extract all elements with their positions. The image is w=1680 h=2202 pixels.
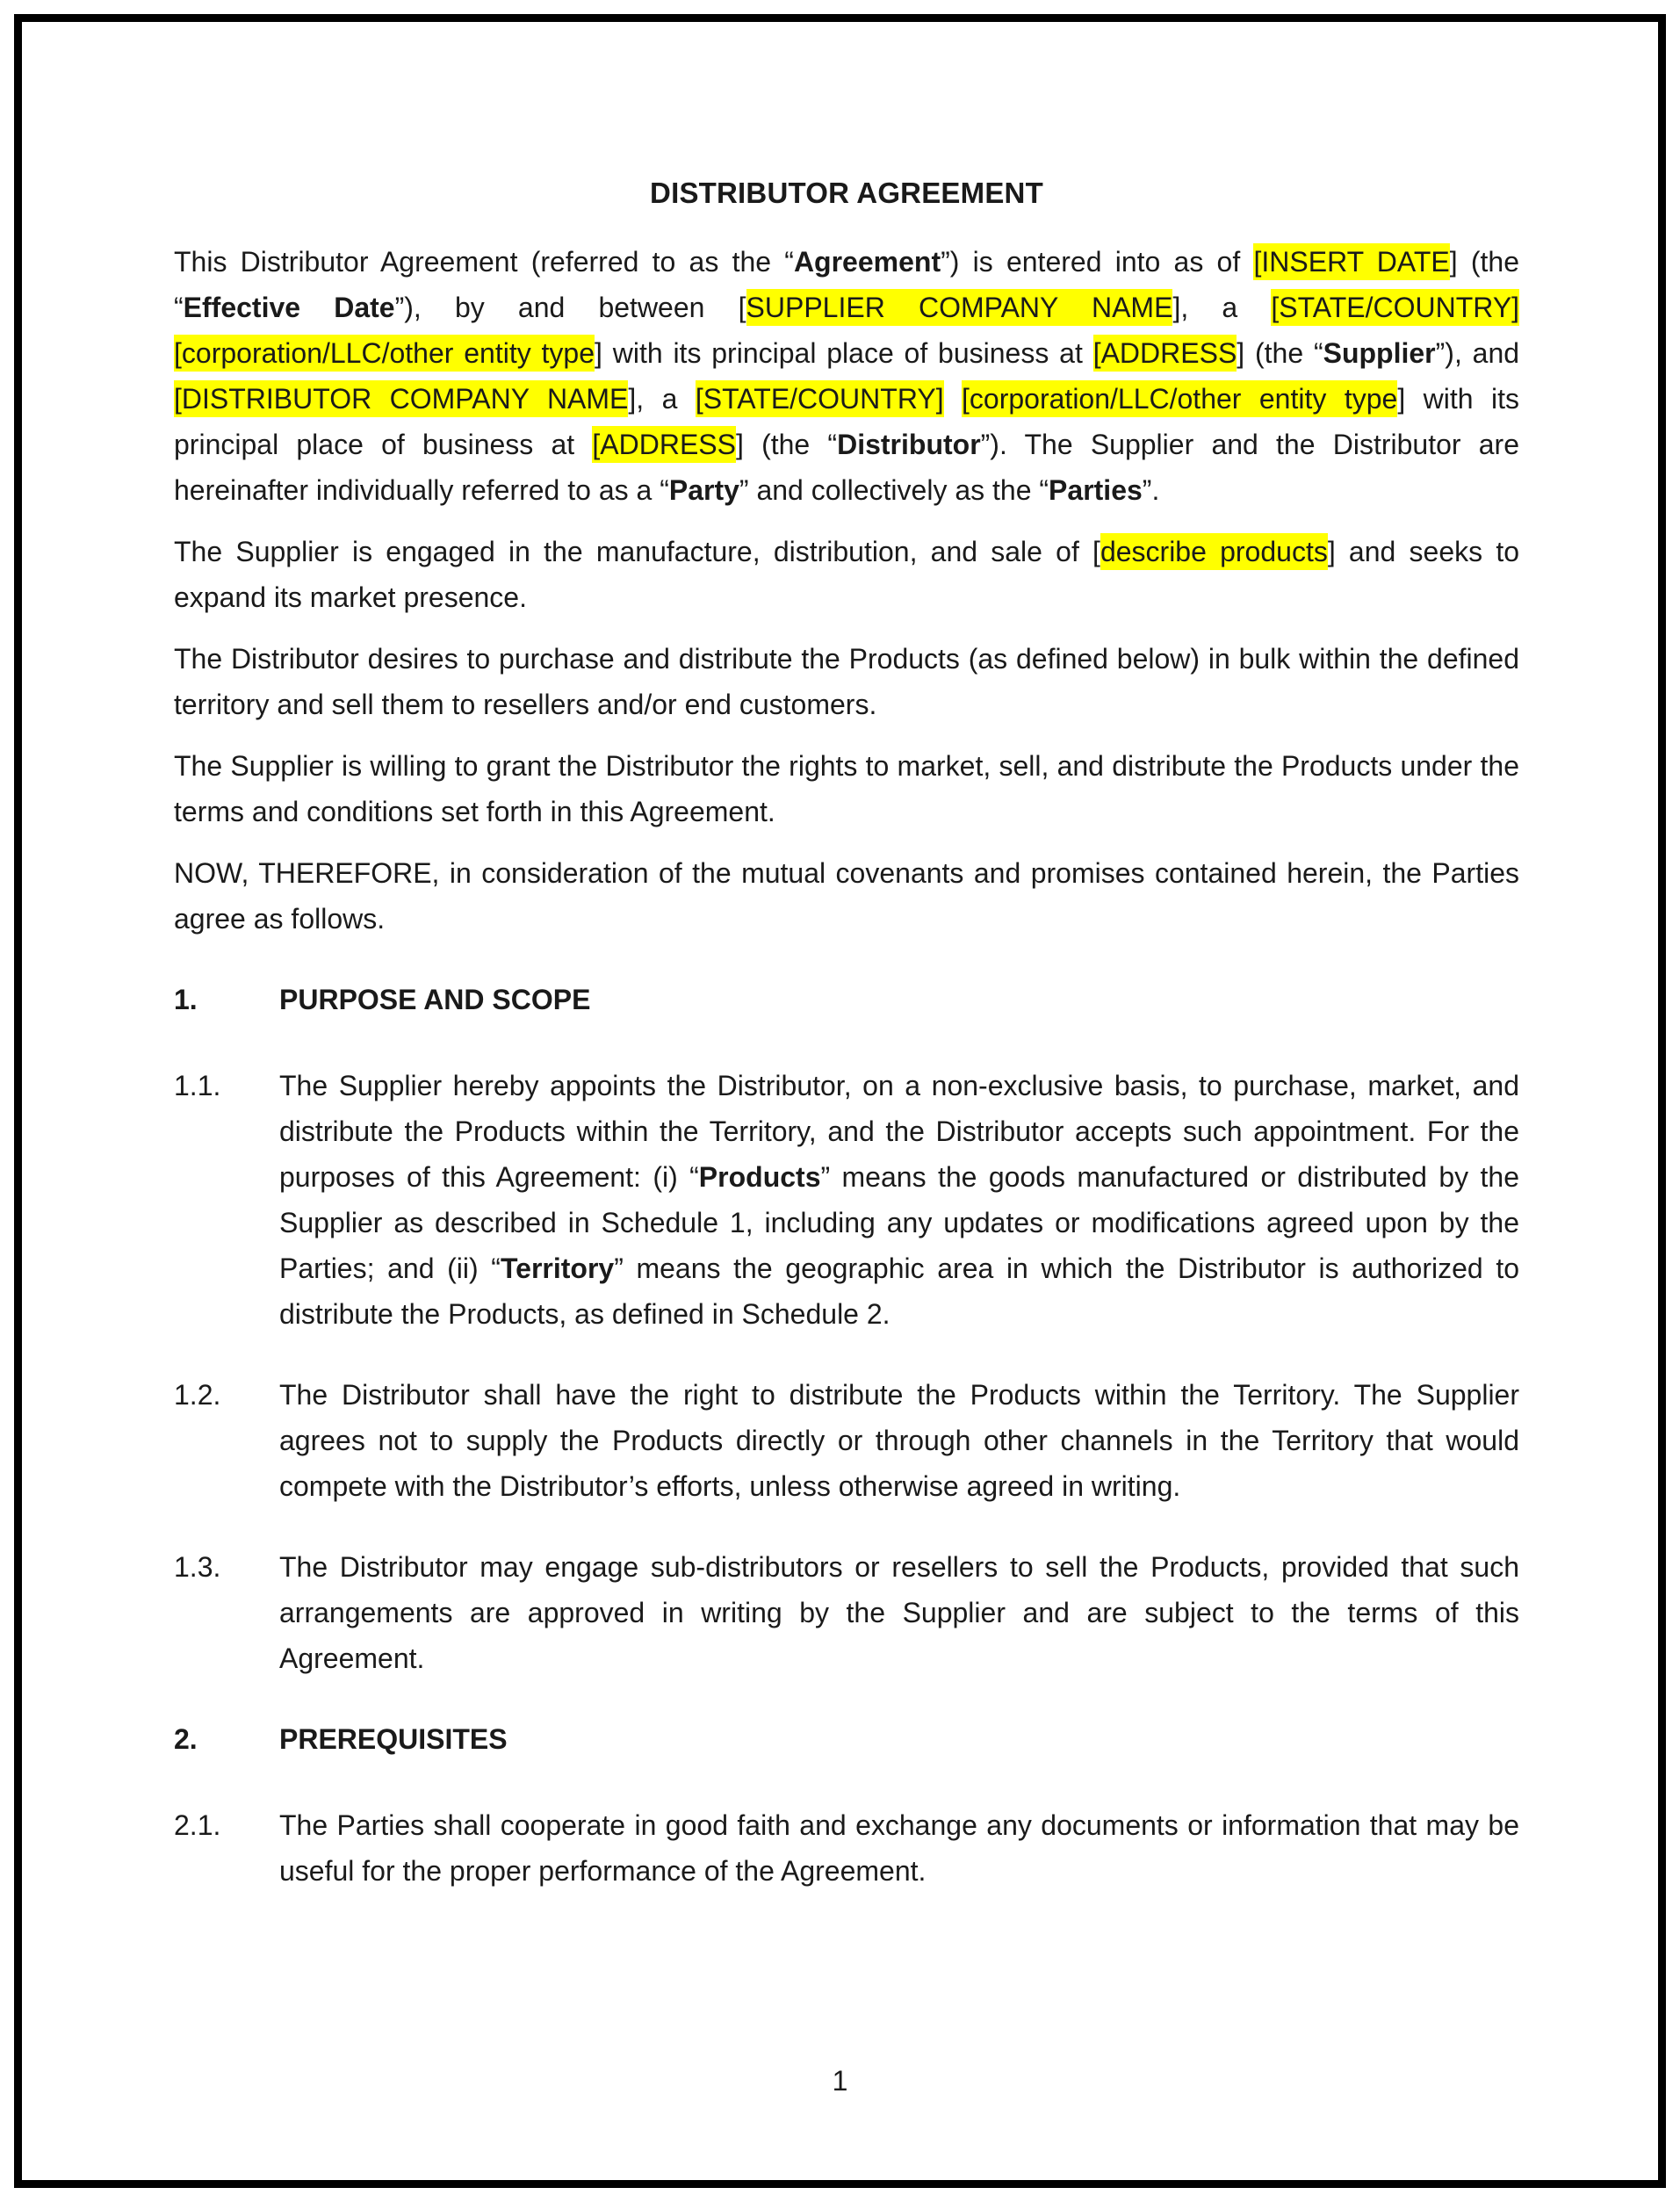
document-title: DISTRIBUTOR AGREEMENT — [650, 177, 1043, 209]
text-run: ] with its principal place of business at — [595, 337, 1093, 369]
clause-number: 1. — [174, 984, 198, 1015]
text-run: Distributor — [837, 429, 981, 460]
clause-number: 2. — [174, 1723, 198, 1755]
clause-number: 1.3. — [174, 1551, 221, 1583]
text-run: This Distributor Agreement (referred to as the “ — [174, 246, 794, 278]
section-heading — [174, 977, 1519, 1022]
clause-number: 1.2. — [174, 1379, 221, 1411]
text-run: The Distributor desires to purchase and distribute the Products (as defined below) in bulk within the defined territory and sell them to resellers and/or end customers. — [174, 643, 1519, 720]
text-run: Party — [668, 474, 739, 506]
text-run: PURPOSE AND SCOPE — [279, 984, 591, 1015]
text-run: Supplier — [1323, 337, 1436, 369]
paragraph — [174, 636, 1519, 727]
text-run: ”), by and between [ — [394, 292, 746, 323]
numbered-clause — [174, 1372, 1519, 1509]
text-run: ] with its principal place of business at — [174, 383, 1520, 460]
placeholder-highlight: [STATE/COUNTRY] — [1271, 289, 1519, 326]
text-run — [944, 383, 962, 415]
placeholder-highlight: SUPPLIER COMPANY NAME — [746, 289, 1173, 326]
placeholder-highlight: [corporation/LLC/other entity type — [962, 380, 1397, 417]
section-heading-text — [279, 1716, 1519, 1762]
text-run: ”) is entered into as of — [941, 246, 1254, 278]
text-run: ] (the “ — [735, 429, 838, 460]
placeholder-highlight: [STATE/COUNTRY] — [696, 380, 944, 417]
text-run: ], a — [1172, 292, 1272, 323]
text-run: The Parties shall cooperate in good faith and exchange any documents or information that may be useful for the proper performance of the Agreement. — [279, 1809, 1519, 1887]
numbered-clause — [174, 1544, 1519, 1681]
numbered-clause — [174, 1063, 1519, 1337]
clause-text — [279, 1544, 1519, 1681]
text-run: Agreement — [793, 246, 941, 278]
paragraph — [174, 850, 1519, 942]
text-run: Products — [698, 1161, 821, 1193]
text-run: Territory — [500, 1253, 615, 1284]
paragraph — [174, 529, 1519, 620]
text-run: The Supplier is willing to grant the Distributor the rights to market, sell, and distribute the Products under the terms and conditions set forth in this Agreement. — [174, 750, 1519, 827]
section-heading — [174, 1716, 1519, 1762]
text-run: ” means the geographic area in which the Distributor is authorized to distribute the Products, as defined in Schedule 2. — [279, 1253, 1520, 1330]
text-run: ” means the goods manufactured or distributed by the Supplier as described in Schedule 1, including any updates or modifications agreed upon by the Parties; and (ii) “ — [279, 1161, 1520, 1284]
text-run: Effective Date — [183, 292, 395, 323]
text-run: The Distributor shall have the right to distribute the Products within the Territory. The Supplier agrees not to supply the Products directly or through other channels in the Territory that would compete with the Distributor’s efforts, unless otherwise agreed in writing. — [279, 1379, 1519, 1502]
numbered-clause — [174, 1802, 1519, 1894]
text-run: The Supplier hereby appoints the Distributor, on a non-exclusive basis, to purchase, market, and distribute the Products within the Territory, and the Distributor accepts such appointment. For the purposes of this Agreement: (i) “ — [279, 1070, 1519, 1193]
text-run: ”. — [1142, 474, 1160, 506]
paragraph — [174, 239, 1519, 513]
text-run: ] (the “ — [174, 246, 1520, 323]
text-run: The Distributor may engage sub-distributors or resellers to sell the Products, provided that such arrangements are approved in writing by the Supplier and are subject to the terms of this Agreement. — [279, 1551, 1519, 1674]
placeholder-highlight: [corporation/LLC/other entity type — [174, 335, 595, 372]
text-run: ], a — [628, 383, 696, 415]
clause-text — [279, 1802, 1519, 1894]
clause-number: 2.1. — [174, 1809, 221, 1841]
clause-text — [279, 1372, 1519, 1509]
text-run: PREREQUISITES — [279, 1723, 508, 1755]
clause-number: 1.1. — [174, 1070, 221, 1101]
text-run: ”). The Supplier and the Distributor are hereinafter individually referred to as a “ — [174, 429, 1520, 506]
text-run: The Supplier is engaged in the manufacture, distribution, and sale of [ — [174, 536, 1100, 567]
placeholder-highlight: [ADDRESS — [592, 426, 736, 463]
placeholder-highlight: [ADDRESS — [1093, 335, 1237, 372]
section-heading-text — [279, 977, 1519, 1022]
text-run: ] (the “ — [1237, 337, 1323, 369]
text-run: NOW, THEREFORE, in consideration of the mutual covenants and promises contained herein, the Parties agree as follows. — [174, 857, 1519, 935]
text-run: ”), and — [1435, 337, 1520, 369]
placeholder-highlight: describe products — [1100, 533, 1328, 570]
text-run: ” and collectively as the “ — [739, 474, 1049, 506]
paragraph — [174, 743, 1519, 834]
document-body — [174, 239, 1519, 1894]
clause-text — [279, 1063, 1519, 1337]
page-number: 1 — [832, 2065, 848, 2097]
document-content — [174, 170, 1519, 1894]
placeholder-highlight: [INSERT DATE — [1253, 243, 1449, 280]
text-run: ] and seeks to expand its market presence. — [174, 536, 1519, 613]
placeholder-highlight: [DISTRIBUTOR COMPANY NAME — [174, 380, 628, 417]
text-run: Parties — [1049, 474, 1143, 506]
